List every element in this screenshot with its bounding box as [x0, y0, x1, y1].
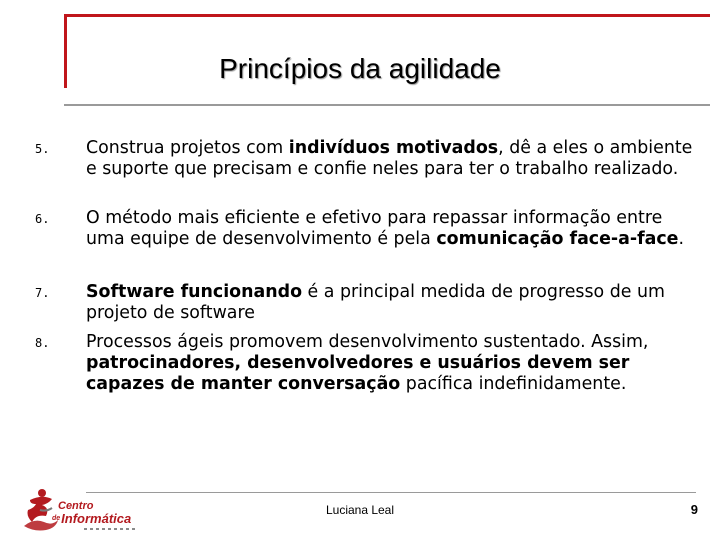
item-number: 8. — [35, 336, 50, 350]
item-text-part: é a principal medida de progresso de um projeto de software — [86, 282, 665, 323]
cin-logo — [22, 486, 142, 534]
logo-text-centro: Centro — [58, 500, 94, 512]
frame-top-line — [64, 14, 710, 17]
item-text-part: Construa projetos com — [86, 138, 289, 158]
item-number: 6. — [35, 212, 50, 226]
page-number: 9 — [690, 502, 698, 517]
item-text-part: . — [678, 229, 685, 249]
item-text — [86, 332, 698, 395]
item-text — [86, 138, 698, 180]
item-text-part: O método mais eficiente e efetivo para repassar informação entre uma equipe de desenvolvimento é pela — [86, 208, 663, 249]
item-text — [86, 208, 698, 250]
logo-dots — [84, 528, 138, 530]
logo-text-informatica — [52, 511, 131, 526]
item-text-bold: Software funcionando — [86, 282, 303, 302]
item-text-part: , dê a eles o ambiente e suporte que precisam e confie neles para ter o trabalho realizado. — [86, 138, 693, 179]
logo-text-de: de — [52, 515, 61, 522]
item-text — [86, 282, 698, 324]
slide-title: Princípios da agilidade — [219, 53, 501, 84]
item-text-bold: patrocinadores, desenvolvedores e usuários devem ser capazes de manter conversação — [86, 353, 630, 394]
item-text-part: pacífica indefinidamente. — [400, 374, 627, 394]
footer-author: Luciana Leal — [325, 503, 395, 517]
footer-divider — [86, 492, 696, 493]
title-divider — [64, 104, 710, 106]
logo-text-main: Informática — [61, 511, 132, 526]
item-number: 7. — [35, 286, 50, 300]
item-text-part: Processos ágeis promovem desenvolvimento sustentado. Assim, — [86, 332, 649, 352]
item-text-bold: indivíduos motivados — [288, 138, 499, 158]
item-text-bold: comunicação face-a-face — [436, 229, 679, 249]
item-number: 5. — [35, 142, 50, 156]
